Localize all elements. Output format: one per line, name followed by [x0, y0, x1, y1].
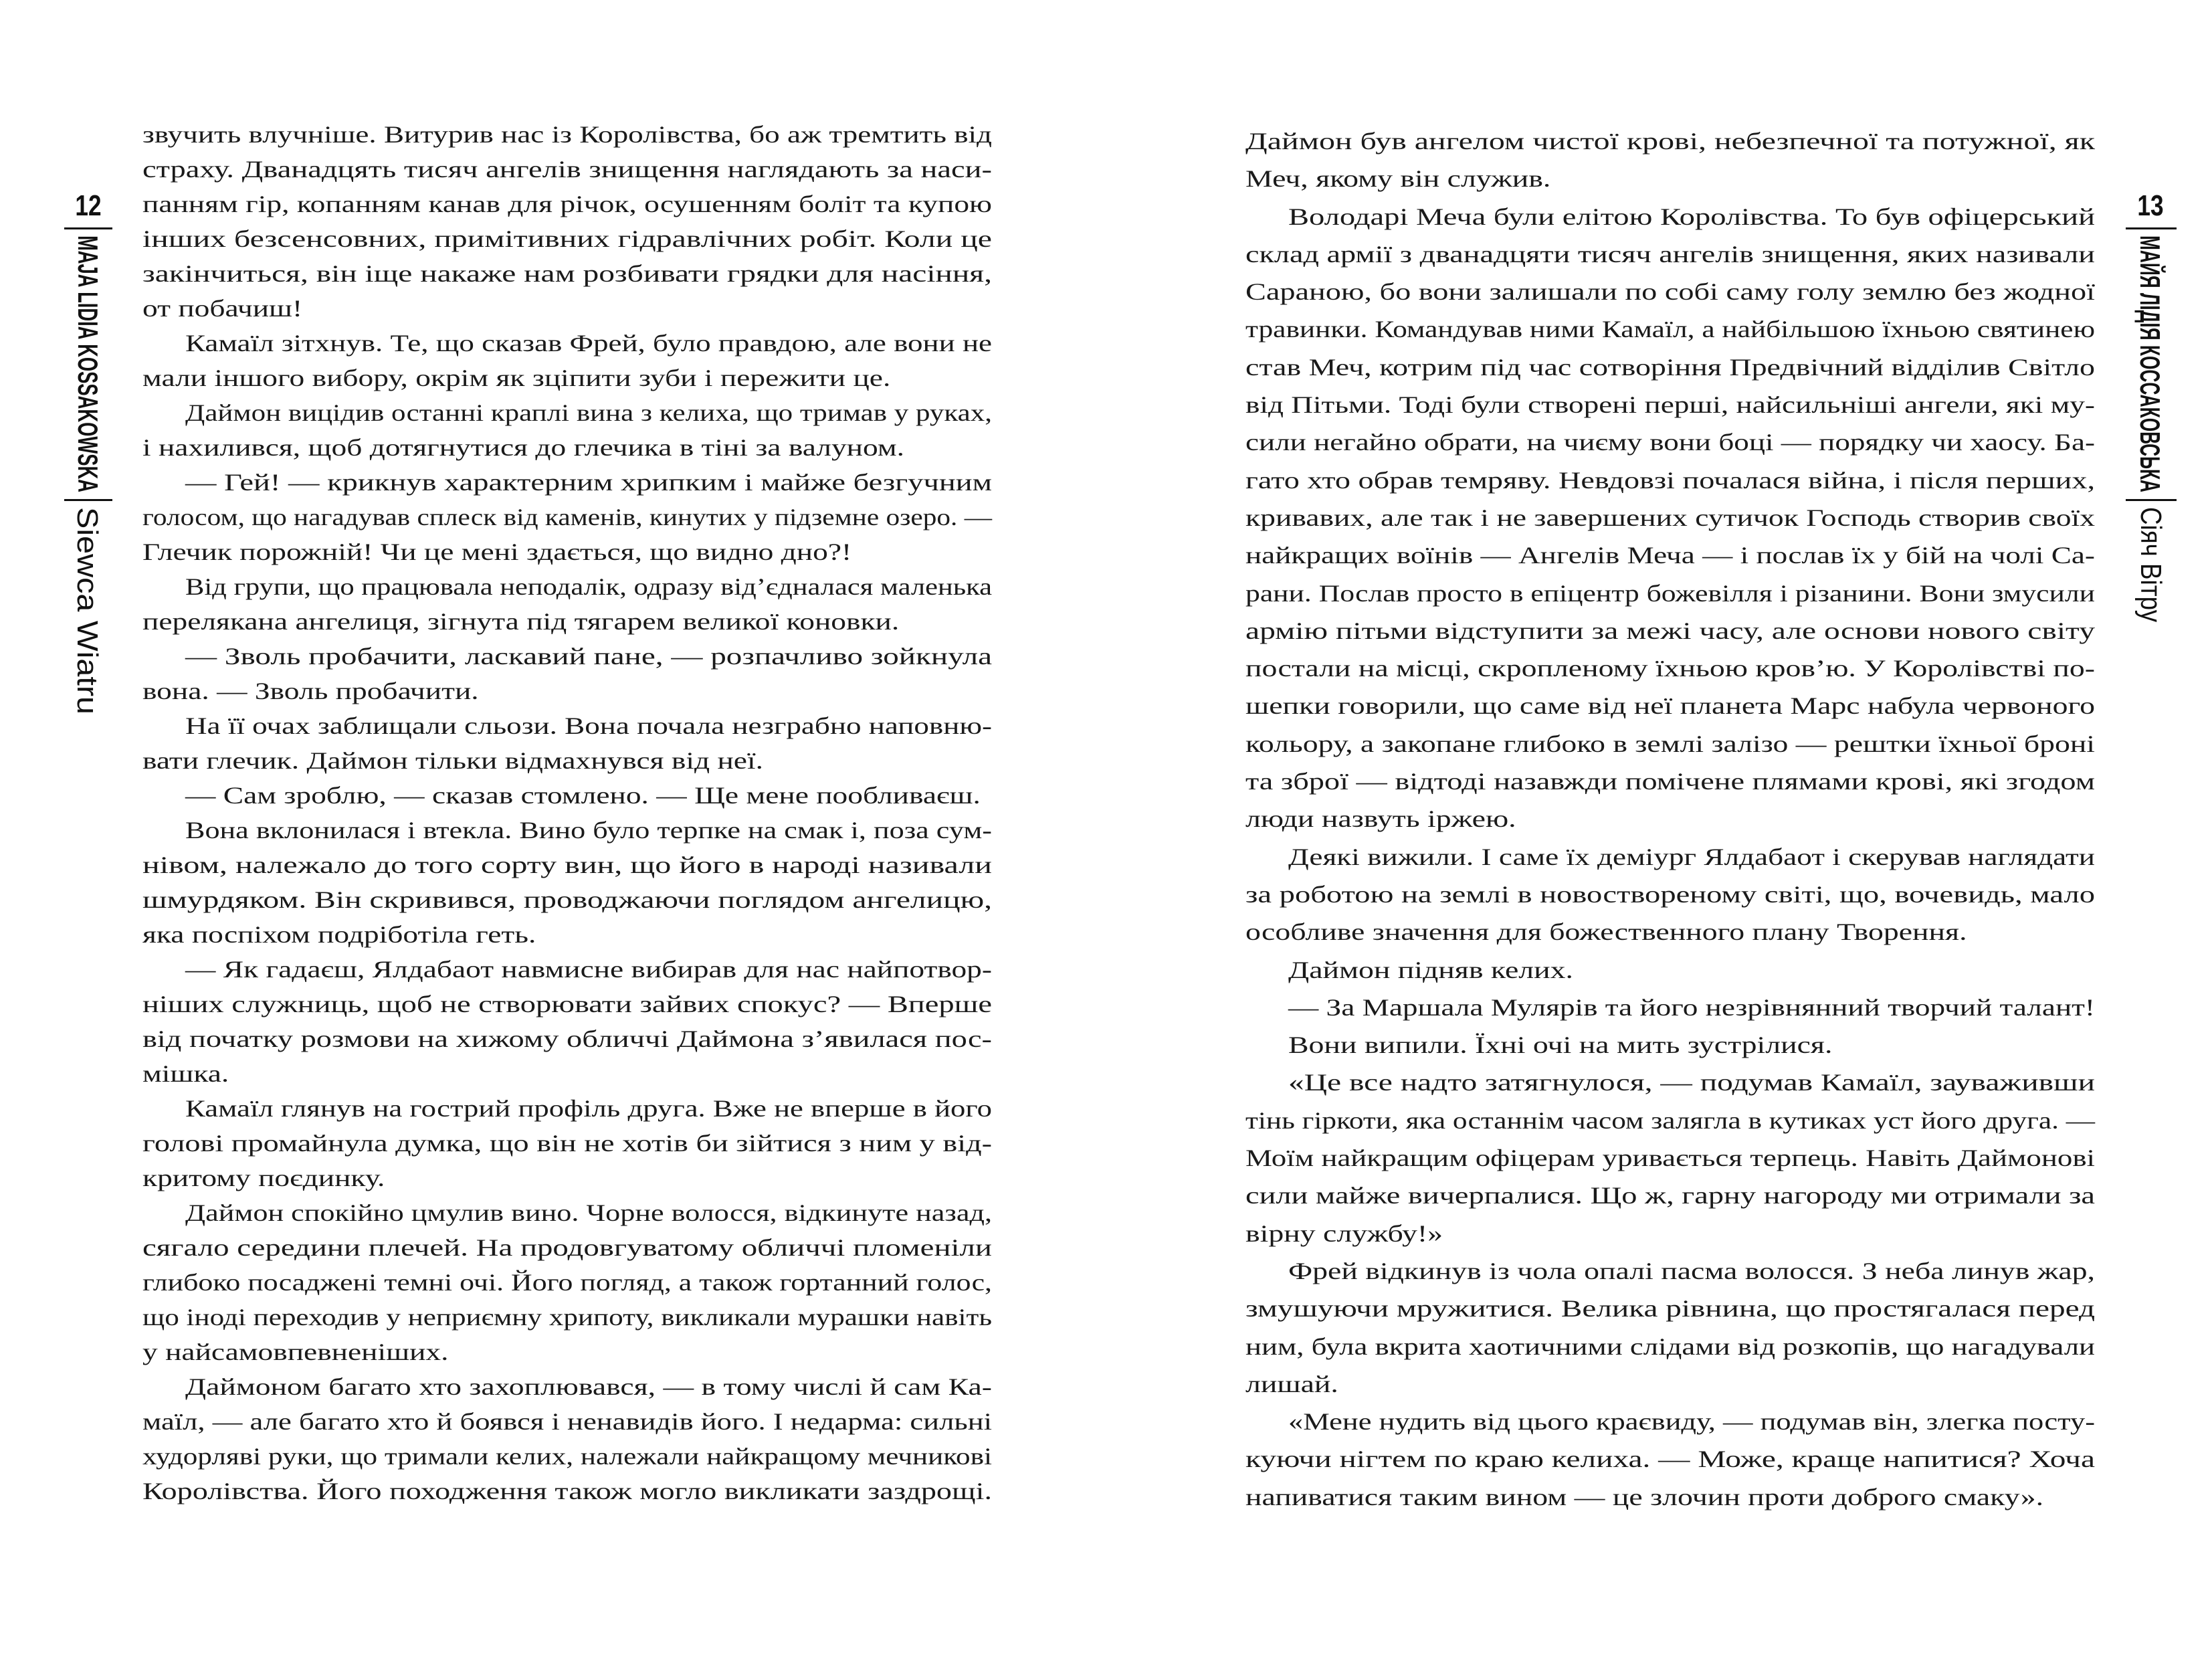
text-line — [142, 1369, 992, 1404]
text-line-content: постали на місці, скропленому їхньою кров’ю. У Королівстві по- — [1245, 655, 2095, 682]
text-line-content: от побачиш! — [142, 295, 303, 322]
text-line — [142, 952, 992, 987]
text-line-content: Меч, якому він служив. — [1245, 165, 1551, 193]
text-line-content: Від групи, що працювала неподалік, одразу від’єдналася маленька — [185, 573, 992, 600]
text-line-content: рани. Послав просто в епіцентр божевілля і різанини. Вони змусили — [1245, 579, 2095, 607]
text-line-content: змушуючи мружитися. Велика рівнина, що простягалася перед — [1245, 1295, 2095, 1323]
text-line — [142, 1335, 992, 1369]
text-line — [1245, 1328, 2095, 1365]
text-line-content: Даймон був ангелом чистої крові, небезпечної та потужної, як — [1245, 128, 2095, 155]
text-line — [1245, 1139, 2095, 1177]
text-line — [1245, 462, 2095, 499]
paragraph — [1245, 951, 2095, 989]
text-line — [1245, 122, 2095, 160]
paragraph — [142, 952, 992, 1091]
text-line-content: шепки говорили, що саме від неї планета Марс набула червоного — [1245, 692, 2095, 720]
text-line-content: гато хто обрав темряву. Невдовзі почалася війна, і після перших, — [1245, 466, 2095, 494]
text-line — [142, 813, 992, 848]
text-line-content: від початку розмови на хижому обличчі Даймона з’явилася пос- — [142, 1026, 992, 1052]
paragraph — [1245, 989, 2095, 1026]
paragraph — [142, 1369, 992, 1508]
text-line-content: став Меч, котрим під час сотворіння Предвічний відділив Світло — [1245, 353, 2095, 381]
text-line — [1245, 1064, 2095, 1101]
text-line-content: що іноді переходив у неприємну хрипоту, викликали мурашки навіть — [142, 1304, 992, 1331]
text-line-content: нівом, належало до того сорту вин, що його в народі називали — [142, 852, 992, 878]
text-line — [1245, 838, 2095, 876]
paragraph — [142, 1091, 992, 1195]
text-line — [142, 1265, 992, 1300]
text-line — [1245, 1026, 2095, 1064]
paragraph — [142, 326, 992, 395]
paragraph — [1245, 122, 2095, 198]
text-line — [1245, 235, 2095, 273]
text-line-content: Моїм найкращим офіцерам уривається терпець. Навіть Даймонові — [1245, 1145, 2095, 1172]
text-line — [142, 534, 992, 569]
text-line — [142, 500, 992, 534]
text-line — [1245, 1365, 2095, 1403]
text-line — [142, 604, 992, 639]
text-line-content: «Це все надто затягнулося, — подумав Камаїл, зауваживши — [1288, 1069, 2095, 1096]
text-line-content: Камаїл глянув на гострий профіль друга. Вже не вперше в його — [185, 1095, 992, 1122]
text-line — [142, 1195, 992, 1230]
text-line-content: Деякі вижили. І саме їх деміург Ялдабаот і скерував наглядати — [1288, 843, 2095, 870]
paragraph — [1245, 198, 2095, 838]
text-line — [1245, 273, 2095, 310]
text-line-content: інших безсенсовних, примітивних гідравлічних робіт. Коли це — [142, 225, 992, 252]
header-divider — [2126, 499, 2177, 501]
text-line — [1245, 310, 2095, 348]
text-line — [1245, 198, 2095, 235]
text-line — [142, 326, 992, 361]
text-line — [1245, 763, 2095, 800]
text-line — [142, 430, 992, 465]
text-line — [142, 917, 992, 952]
running-header-author: MAJA LIDIA KOSSAKOWSKA — [72, 235, 104, 492]
text-line-content: вати глечик. Даймон тільки відмахнувся від неї. — [142, 747, 763, 774]
text-line — [142, 1161, 992, 1195]
text-line-content: куючи нігтем по краю келиха. — Може, краще напитися? Хоча — [1245, 1446, 2095, 1473]
text-line — [1245, 575, 2095, 612]
text-line-content: Камаїл зітхнув. Те, що сказав Фрей, було правдою, але вони не — [185, 330, 992, 357]
text-line-content: Королівства. Його походження також могло викликати заздрощі. — [142, 1478, 992, 1504]
text-line — [142, 569, 992, 604]
text-line — [142, 674, 992, 708]
text-line-content: від Пітьми. Тоді були створені перші, найсильніші ангели, які му- — [1245, 391, 2095, 419]
text-line-content: Даймон вицідив останні краплі вина з келиха, що тримав у руках, — [185, 399, 992, 426]
body-text — [1245, 122, 2095, 1516]
text-line-content: лишай. — [1245, 1370, 1338, 1397]
paragraph — [1245, 1064, 2095, 1252]
text-line-content: Глечик порожній! Чи це мені здається, що видно дно?! — [142, 539, 852, 565]
text-line-content: Вона вклонилася і втекла. Вино було терпке на смак і, поза сум- — [185, 817, 992, 844]
text-line — [1245, 650, 2095, 687]
text-line — [142, 291, 992, 326]
page-number: 12 — [75, 189, 102, 222]
text-line-content: найкращих воїнів — Ангелів Меча — і послав їх у бій на чолі Са- — [1245, 542, 2095, 569]
text-line-content: мішка. — [142, 1060, 229, 1087]
text-line-content: голосом, що нагадував сплеск від каменів, кинутих у підземне озеро. — — [142, 504, 992, 530]
text-line — [142, 1474, 992, 1508]
text-line-content: глибоко посаджені темні очі. Його погляд, а також гортанний голос, — [142, 1269, 992, 1296]
text-line — [142, 708, 992, 743]
text-line-content: На її очах заблищали сльози. Вона почала незграбно наповню- — [185, 712, 992, 739]
text-line — [1245, 876, 2095, 913]
text-line-content: Володарі Меча були елітою Королівства. То був офіцерський — [1288, 203, 2095, 230]
text-line — [1245, 536, 2095, 574]
text-line — [1245, 725, 2095, 763]
text-line-content: напиватися таким вином — це злочин проти доброго смаку». — [1245, 1483, 2044, 1510]
text-line-content: шмурдяком. Він скривився, проводжаючи поглядом ангелицю, — [142, 886, 992, 913]
text-line-content: Вони випили. Їхні очі на мить зустрілися. — [1288, 1032, 1833, 1059]
paragraph — [1245, 1252, 2095, 1403]
text-line-content: кривавих, але так і не завершених сутичок Господь створив своїх — [1245, 504, 2095, 531]
text-line-content: звучить влучніше. Витурив нас із Королівства, бо аж тремтить від — [142, 121, 992, 148]
text-line — [142, 987, 992, 1021]
text-line-content: голові промайнула думка, що він не хотів би зійтися з ним у від- — [142, 1130, 992, 1157]
text-line-content: перелякана ангелиця, зігнута під тягарем великої коновки. — [142, 608, 900, 635]
text-line-content: — За Маршала Мулярів та його незрівнянний творчий талант! — [1288, 993, 2095, 1021]
paragraph — [142, 569, 992, 639]
text-line-content: — Сам зроблю, — сказав стомлено. — Ще мене пообливаєш. — [185, 782, 981, 809]
paragraph — [142, 395, 992, 465]
paragraph — [1245, 1403, 2095, 1516]
text-line-content: яка поспіхом подріботіла геть. — [142, 921, 536, 948]
text-line-content: та зброї — відтоді назавжди помічене плямами крові, які згодом — [1245, 768, 2095, 795]
text-line — [1245, 1290, 2095, 1327]
text-line-content: сягало середини плечей. На продовгуватому обличчі пломеніли — [142, 1234, 992, 1261]
text-line — [1245, 1478, 2095, 1516]
text-line — [1245, 1252, 2095, 1290]
text-line-content: худорляві руки, що тримали келих, належали найкращому мечникові — [142, 1443, 992, 1470]
text-line — [1245, 1102, 2095, 1139]
text-line-content: кольору, а закопане глибоко в землі залізо — рештки їхньої броні — [1245, 730, 2095, 757]
paragraph — [142, 1195, 992, 1369]
text-line — [1245, 687, 2095, 724]
text-line — [1245, 160, 2095, 197]
text-line — [1245, 499, 2095, 536]
text-line — [142, 743, 992, 778]
right-page — [1106, 0, 2212, 1659]
paragraph — [142, 639, 992, 708]
text-line — [142, 1021, 992, 1056]
text-line-content: панням гір, копанням канав для річок, осушенням боліт та купою — [142, 191, 992, 217]
text-line — [142, 882, 992, 917]
text-line — [142, 361, 992, 395]
text-line — [1245, 386, 2095, 423]
text-line — [142, 152, 992, 187]
text-line-content: вона. — Зволь пробачити. — [142, 678, 479, 704]
running-header-title: Сіяч Вітру — [2134, 507, 2167, 622]
text-line-content: сили майже вичерпалися. Що ж, гарну нагороду ми отримали за — [1245, 1182, 2095, 1209]
text-line — [142, 1091, 992, 1126]
text-line-content: страху. Дванадцять тисяч ангелів знищення наглядають за наси- — [142, 156, 992, 183]
text-line-content: люди назвуть іржею. — [1245, 805, 1516, 833]
text-line-content: Фрей відкинув із чола опалі пасма волосся. З неба линув жар, — [1288, 1257, 2095, 1284]
header-divider — [64, 227, 112, 229]
text-line-content: закінчиться, він іще накаже нам розбивати грядки для насіння, — [142, 260, 992, 287]
text-line — [1245, 1440, 2095, 1478]
text-line-content: Даймон підняв келих. — [1288, 956, 1573, 983]
text-line — [142, 1404, 992, 1439]
text-line — [1245, 913, 2095, 951]
text-line-content: — Як гадаєш, Ялдабаот навмисне вибирав для нас найпотвор- — [185, 956, 992, 983]
text-line — [1245, 951, 2095, 989]
text-line-content: Даймоном багато хто захоплювався, — в тому числі й сам Ка- — [185, 1373, 992, 1400]
text-line — [1245, 989, 2095, 1026]
text-line-content: травинки. Командував ними Камаїл, а найбільшою їхньою святинею — [1245, 316, 2095, 343]
text-line — [142, 848, 992, 882]
text-line — [142, 1230, 992, 1265]
text-line-content: Сараною, бо вони залишали по собі саму голу землю без жодної — [1245, 278, 2095, 306]
text-line-content: мали іншого вибору, окрім як зціпити зуби і пережити це. — [142, 365, 891, 391]
paragraph — [142, 465, 992, 569]
text-line — [1245, 800, 2095, 838]
text-line — [142, 1126, 992, 1161]
text-line-content: особливе значення для божественного плану Творення. — [1245, 918, 1967, 946]
text-line-content: за роботою на землі в новоствореному світі, що, вочевидь, мало — [1245, 880, 2095, 908]
text-line — [1245, 612, 2095, 650]
text-line — [1245, 1215, 2095, 1252]
text-line-content: у найсамовпевненіших. — [142, 1339, 449, 1365]
text-line — [142, 1056, 992, 1091]
text-line-content: і нахилився, щоб дотягнутися до глечика в тіні за валуном. — [142, 434, 904, 461]
text-line — [1245, 423, 2095, 461]
text-line-content: — Гей! — крикнув характерним хрипким і майже безгучним — [185, 469, 992, 496]
text-line-content: критому поєдинку. — [142, 1165, 385, 1191]
text-line — [142, 395, 992, 430]
text-line — [142, 639, 992, 674]
text-line — [1245, 1403, 2095, 1440]
paragraph — [142, 117, 992, 326]
paragraph — [1245, 1026, 2095, 1064]
text-line — [142, 778, 992, 813]
text-line-content: маїл, — але багато хто й боявся і ненавидів його. І недарма: сильні — [142, 1408, 992, 1435]
paragraph — [1245, 838, 2095, 951]
text-line-content: сили негайно обрати, на чиєму вони боці — порядку чи хаосу. Ба- — [1245, 429, 2095, 456]
running-header-author: МАЙЯ ЛІДІЯ КОССАКОВСЬКА — [2134, 235, 2166, 492]
text-line-content: тінь гіркоти, яка останнім часом залягла в кутиках уст його друга. — — [1245, 1106, 2095, 1134]
text-line — [1245, 349, 2095, 386]
text-line — [142, 187, 992, 221]
text-line-content: ніших служниць, щоб не створювати зайвих спокус? — Вперше — [142, 991, 992, 1017]
paragraph — [142, 778, 992, 813]
text-line — [142, 221, 992, 256]
paragraph — [142, 813, 992, 952]
text-line-content: Даймон спокійно цмулив вино. Чорне волосся, відкинуте назад, — [185, 1199, 992, 1226]
text-line — [142, 117, 992, 152]
text-line-content: армію пітьми відступити за межі часу, але основи нового світу — [1245, 617, 2095, 644]
text-line — [142, 256, 992, 291]
text-line-content: склад армії з дванадцяти тисяч ангелів знищення, яких називали — [1245, 240, 2095, 268]
text-line-content: ним, була вкрита хаотичними слідами від розкопів, що нагадували — [1245, 1333, 2095, 1360]
text-line — [1245, 1177, 2095, 1214]
text-line — [142, 1300, 992, 1335]
text-line-content: вірну службу!» — [1245, 1219, 1443, 1247]
text-line-content: — Зволь пробачити, ласкавий пане, — розпачливо зойкнула — [185, 643, 992, 670]
text-line-content: «Мене нудить від цього краєвиду, — подумав він, злегка посту- — [1288, 1408, 2095, 1436]
page-number: 13 — [2137, 189, 2164, 222]
text-line — [142, 1439, 992, 1474]
body-text — [142, 117, 992, 1508]
text-line — [142, 465, 992, 500]
running-header-title: Siewca Wiatru — [71, 507, 104, 714]
header-divider — [64, 499, 112, 501]
paragraph — [142, 708, 992, 778]
header-divider — [2126, 227, 2177, 229]
